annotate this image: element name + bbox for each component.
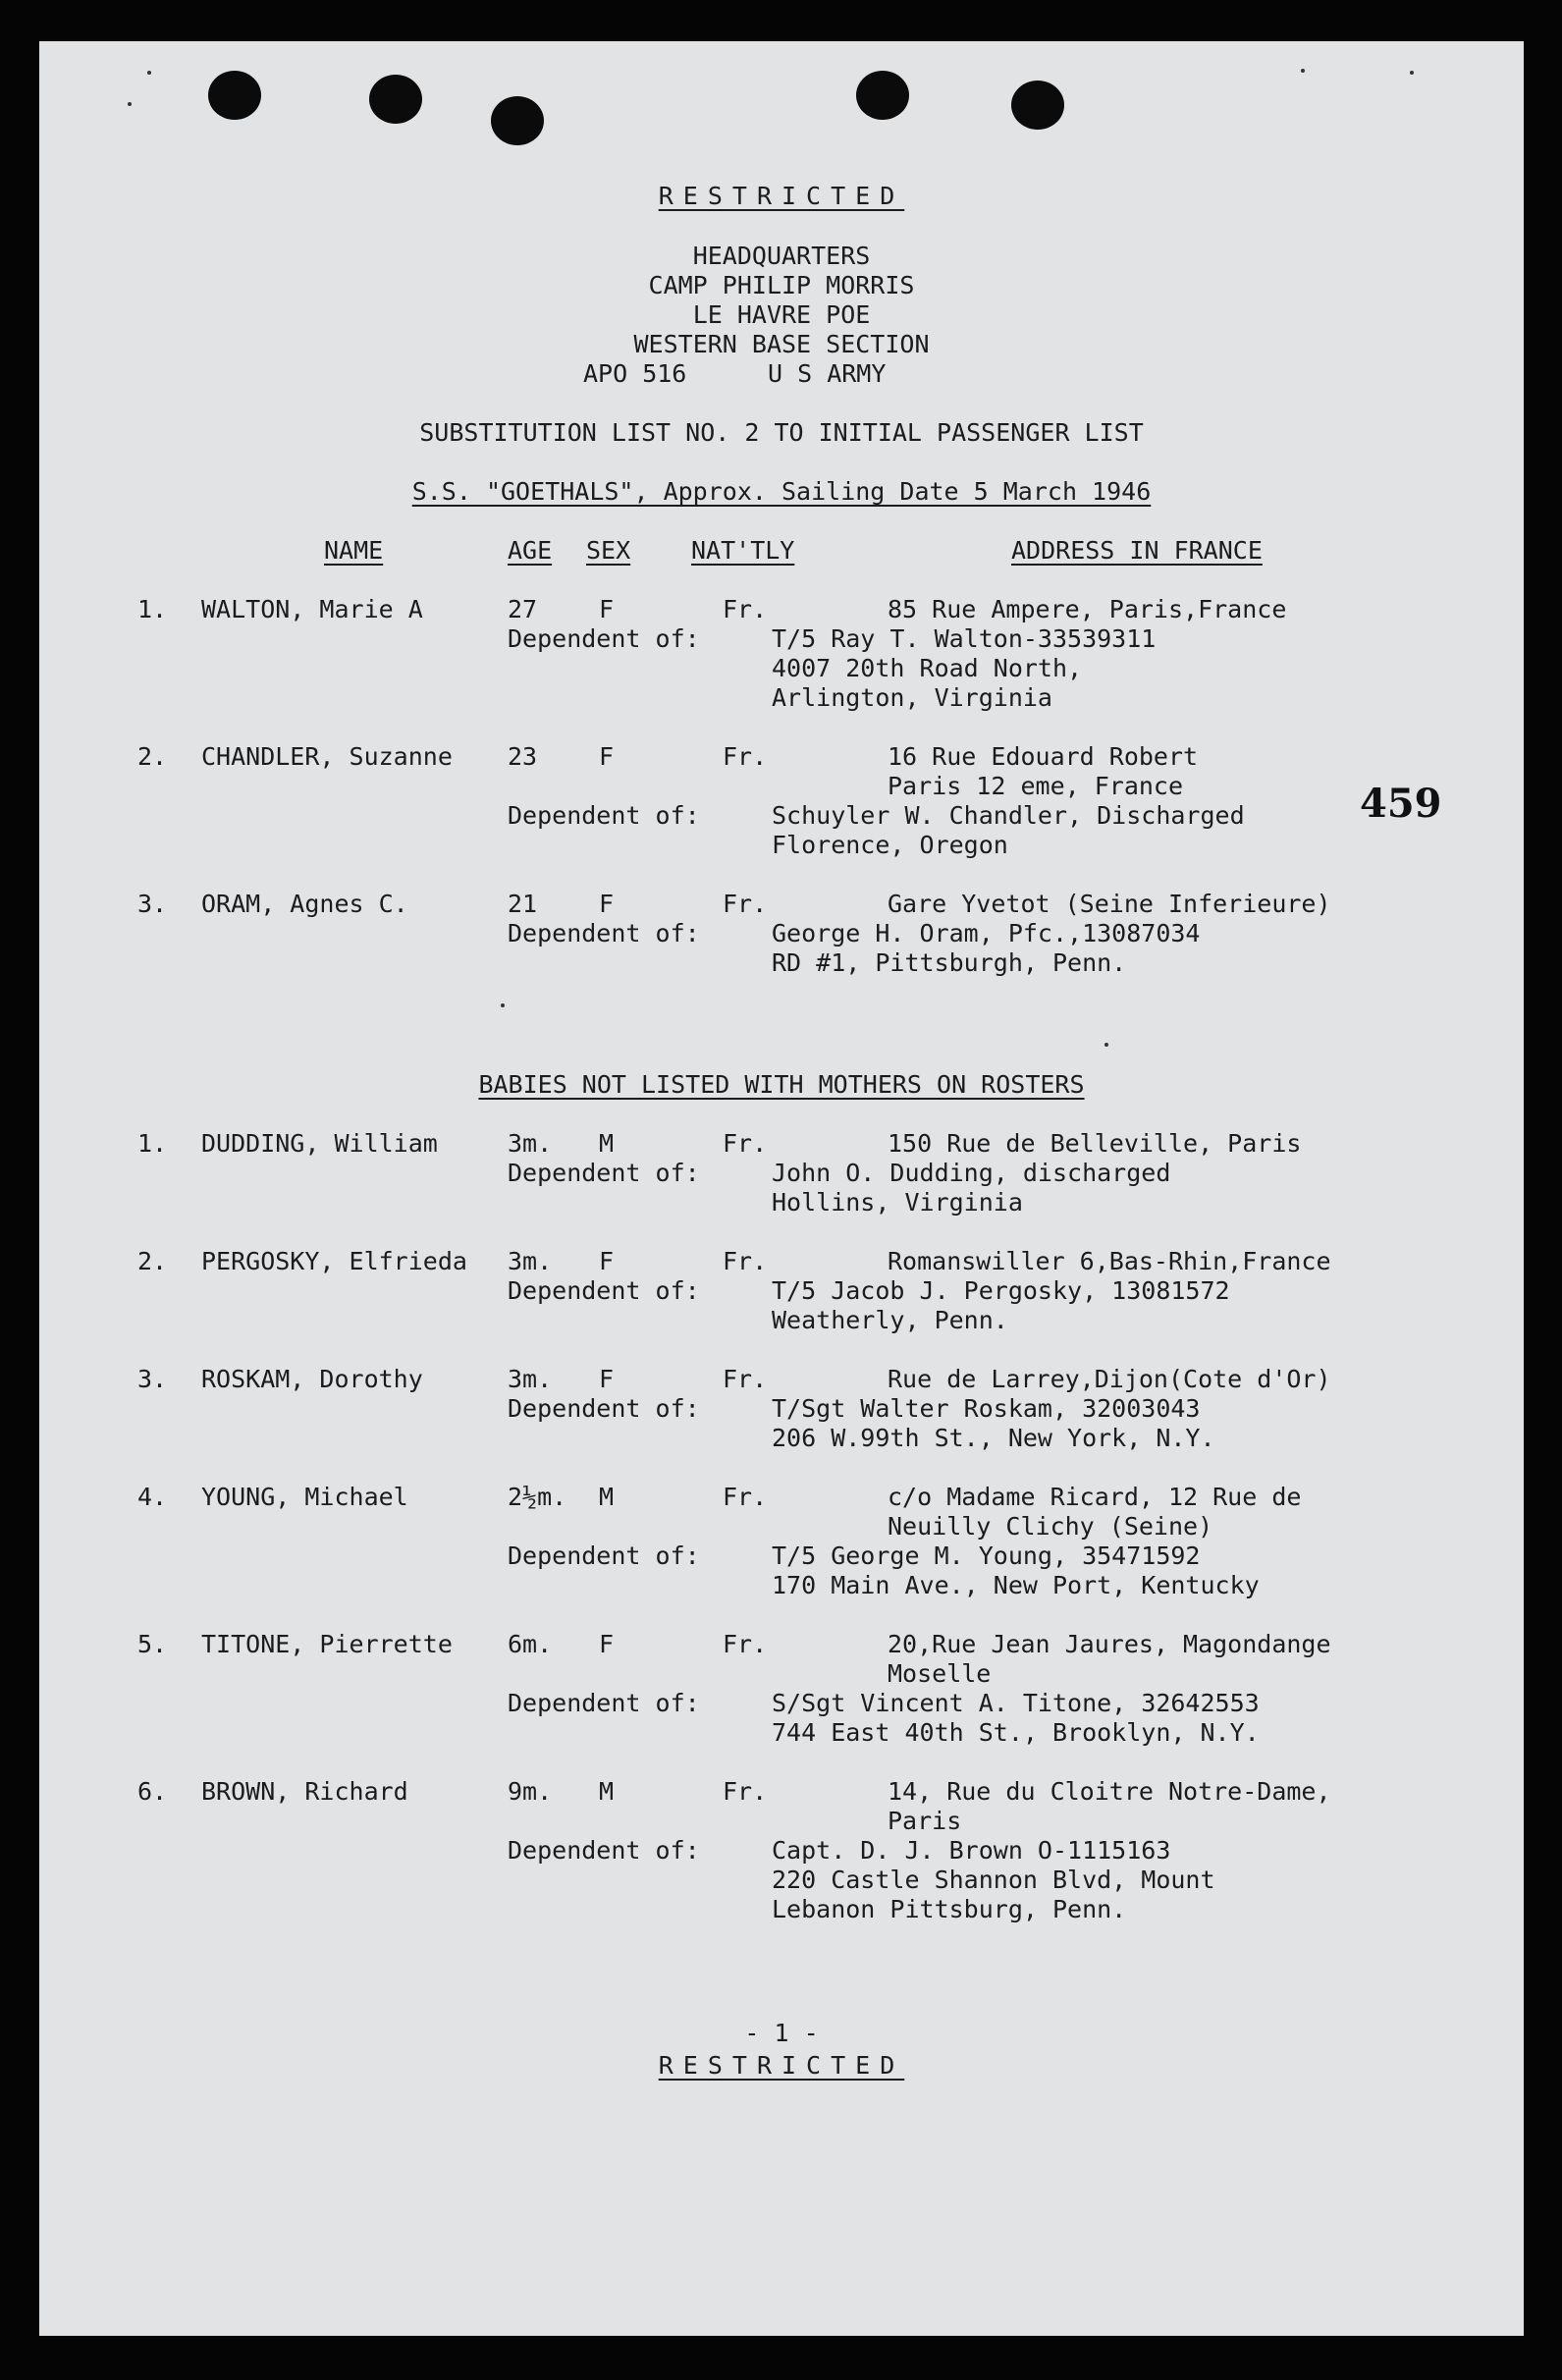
entry-address-line: 14, Rue du Cloitre Notre-Dame, — [888, 1777, 1331, 1806]
entry-nationality: Fr. — [723, 890, 768, 918]
entry-sponsor-line: Lebanon Pittsburg, Penn. — [772, 1895, 1127, 1923]
entry-address-line: c/o Madame Ricard, 12 Rue de — [888, 1483, 1302, 1511]
entry-sponsor-line: Hollins, Virginia — [772, 1188, 1023, 1217]
babies-section-title: BABIES NOT LISTED WITH MOTHERS ON ROSTERS — [478, 1070, 1085, 1099]
paper-speck — [128, 102, 132, 106]
entry-nationality: Fr. — [723, 1129, 768, 1158]
entry-sponsor-line: 206 W.99th St., New York, N.Y. — [772, 1424, 1215, 1452]
entry-number: 5. — [137, 1630, 168, 1658]
entry-address-line: Neuilly Clichy (Seine) — [888, 1512, 1213, 1541]
entry-sex: F — [599, 595, 615, 623]
punch-hole — [369, 75, 422, 124]
entry-sex: F — [599, 742, 615, 771]
entry-nationality: Fr. — [723, 1630, 768, 1658]
entry-address-line: Moselle — [888, 1659, 992, 1688]
entry-sex: F — [599, 1247, 615, 1275]
org-line: HEADQUARTERS — [692, 242, 871, 270]
punch-hole — [856, 71, 909, 120]
apo-number: APO 516 — [583, 359, 687, 388]
stamp-number: 459 — [1360, 781, 1442, 827]
entry-age: 3m. — [508, 1365, 553, 1393]
entry-sex: F — [599, 890, 615, 918]
entry-number: 1. — [137, 1129, 168, 1158]
entry-age: 2½m. — [508, 1483, 567, 1511]
entry-dependent-label: Dependent of: — [508, 1836, 700, 1865]
entry-address-line: Paris — [888, 1807, 962, 1835]
entry-number: 1. — [137, 595, 168, 623]
army-label: U S ARMY — [768, 359, 887, 388]
list-title: SUBSTITUTION LIST NO. 2 TO INITIAL PASSENGER LIST — [419, 418, 1144, 447]
entry-address-line: 150 Rue de Belleville, Paris — [888, 1129, 1302, 1158]
org-line: LE HAVRE POE — [692, 300, 871, 329]
punch-hole — [208, 71, 261, 120]
entry-name: WALTON, Marie A — [201, 595, 423, 623]
entry-sponsor-line: S/Sgt Vincent A. Titone, 32642553 — [772, 1689, 1260, 1717]
org-line: CAMP PHILIP MORRIS — [648, 271, 915, 299]
page-number: - 1 - — [744, 2019, 819, 2047]
entry-address-line: Gare Yvetot (Seine Inferieure) — [888, 890, 1331, 918]
document-page — [39, 41, 1524, 2336]
column-header-age: AGE — [508, 536, 553, 565]
ship-line: S.S. "GOETHALS", Approx. Sailing Date 5 March 1946 — [411, 477, 1152, 506]
entry-sponsor-line: Capt. D. J. Brown O-1115163 — [772, 1836, 1171, 1865]
entry-number: 2. — [137, 1247, 168, 1275]
entry-number: 3. — [137, 1365, 168, 1393]
entry-sponsor-line: Arlington, Virginia — [772, 683, 1052, 712]
entry-sponsor-line: John O. Dudding, discharged — [772, 1159, 1171, 1187]
entry-address-line: Paris 12 eme, France — [888, 772, 1184, 800]
entry-sponsor-line: T/5 George M. Young, 35471592 — [772, 1542, 1201, 1570]
entry-nationality: Fr. — [723, 1247, 768, 1275]
entry-number: 4. — [137, 1483, 168, 1511]
entry-sponsor-line: T/Sgt Walter Roskam, 32003043 — [772, 1394, 1201, 1423]
entry-address-line: 20,Rue Jean Jaures, Magondange — [888, 1630, 1331, 1658]
org-line: WESTERN BASE SECTION — [633, 330, 930, 358]
paper-speck — [501, 1003, 505, 1007]
paper-speck — [147, 71, 151, 75]
entry-sponsor-line: RD #1, Pittsburgh, Penn. — [772, 948, 1127, 977]
entry-age: 6m. — [508, 1630, 553, 1658]
entry-name: BROWN, Richard — [201, 1777, 408, 1806]
entry-address-line: Romanswiller 6,Bas-Rhin,France — [888, 1247, 1331, 1275]
entry-sex: M — [599, 1777, 615, 1806]
punch-hole — [1011, 81, 1064, 130]
column-header-address: ADDRESS IN FRANCE — [1011, 536, 1263, 565]
entry-age: 27 — [508, 595, 538, 623]
entry-age: 23 — [508, 742, 538, 771]
entry-sponsor-line: T/5 Ray T. Walton-33539311 — [772, 624, 1157, 653]
entry-dependent-label: Dependent of: — [508, 1689, 700, 1717]
entry-sponsor-line: Weatherly, Penn. — [772, 1306, 1008, 1334]
entry-age: 21 — [508, 890, 538, 918]
entry-sponsor-line: 170 Main Ave., New Port, Kentucky — [772, 1571, 1260, 1599]
entry-dependent-label: Dependent of: — [508, 1159, 700, 1187]
entry-sex: M — [599, 1129, 615, 1158]
punch-hole — [491, 96, 544, 145]
entry-age: 3m. — [508, 1129, 553, 1158]
entry-address-line: 16 Rue Edouard Robert — [888, 742, 1199, 771]
entry-name: ORAM, Agnes C. — [201, 890, 408, 918]
entry-number: 3. — [137, 890, 168, 918]
entry-nationality: Fr. — [723, 1777, 768, 1806]
entry-number: 6. — [137, 1777, 168, 1806]
column-header-name: NAME — [324, 536, 384, 565]
entry-address-line: Rue de Larrey,Dijon(Cote d'Or) — [888, 1365, 1331, 1393]
entry-sponsor-line: 744 East 40th St., Brooklyn, N.Y. — [772, 1718, 1260, 1747]
entry-number: 2. — [137, 742, 168, 771]
entry-sponsor-line: George H. Oram, Pfc.,13087034 — [772, 919, 1201, 947]
paper-speck — [1410, 71, 1414, 75]
entry-dependent-label: Dependent of: — [508, 624, 700, 653]
entry-name: PERGOSKY, Elfrieda — [201, 1247, 467, 1275]
entry-age: 3m. — [508, 1247, 553, 1275]
entry-sponsor-line: 4007 20th Road North, — [772, 654, 1083, 682]
column-header-nationality: NAT'TLY — [691, 536, 795, 565]
entry-address-line: 85 Rue Ampere, Paris,France — [888, 595, 1287, 623]
paper-speck — [1301, 69, 1305, 73]
entry-sex: M — [599, 1483, 615, 1511]
entry-nationality: Fr. — [723, 595, 768, 623]
entry-sponsor-line: T/5 Jacob J. Pergosky, 13081572 — [772, 1276, 1230, 1305]
entry-dependent-label: Dependent of: — [508, 1394, 700, 1423]
entry-sex: F — [599, 1630, 615, 1658]
entry-dependent-label: Dependent of: — [508, 1542, 700, 1570]
entry-nationality: Fr. — [723, 742, 768, 771]
entry-name: ROSKAM, Dorothy — [201, 1365, 423, 1393]
entry-nationality: Fr. — [723, 1483, 768, 1511]
entry-name: TITONE, Pierrette — [201, 1630, 453, 1658]
entry-sponsor-line: 220 Castle Shannon Blvd, Mount — [772, 1866, 1215, 1894]
column-header-sex: SEX — [586, 536, 631, 565]
entry-nationality: Fr. — [723, 1365, 768, 1393]
entry-sponsor-line: Schuyler W. Chandler, Discharged — [772, 801, 1245, 830]
classification-top: RESTRICTED — [658, 182, 905, 210]
entry-name: CHANDLER, Suzanne — [201, 742, 453, 771]
paper-speck — [1104, 1043, 1108, 1047]
classification-bottom: RESTRICTED — [658, 2051, 905, 2080]
entry-dependent-label: Dependent of: — [508, 919, 700, 947]
entry-age: 9m. — [508, 1777, 553, 1806]
entry-dependent-label: Dependent of: — [508, 801, 700, 830]
entry-sponsor-line: Florence, Oregon — [772, 831, 1008, 859]
entry-name: YOUNG, Michael — [201, 1483, 408, 1511]
entry-dependent-label: Dependent of: — [508, 1276, 700, 1305]
entry-name: DUDDING, William — [201, 1129, 438, 1158]
entry-sex: F — [599, 1365, 615, 1393]
